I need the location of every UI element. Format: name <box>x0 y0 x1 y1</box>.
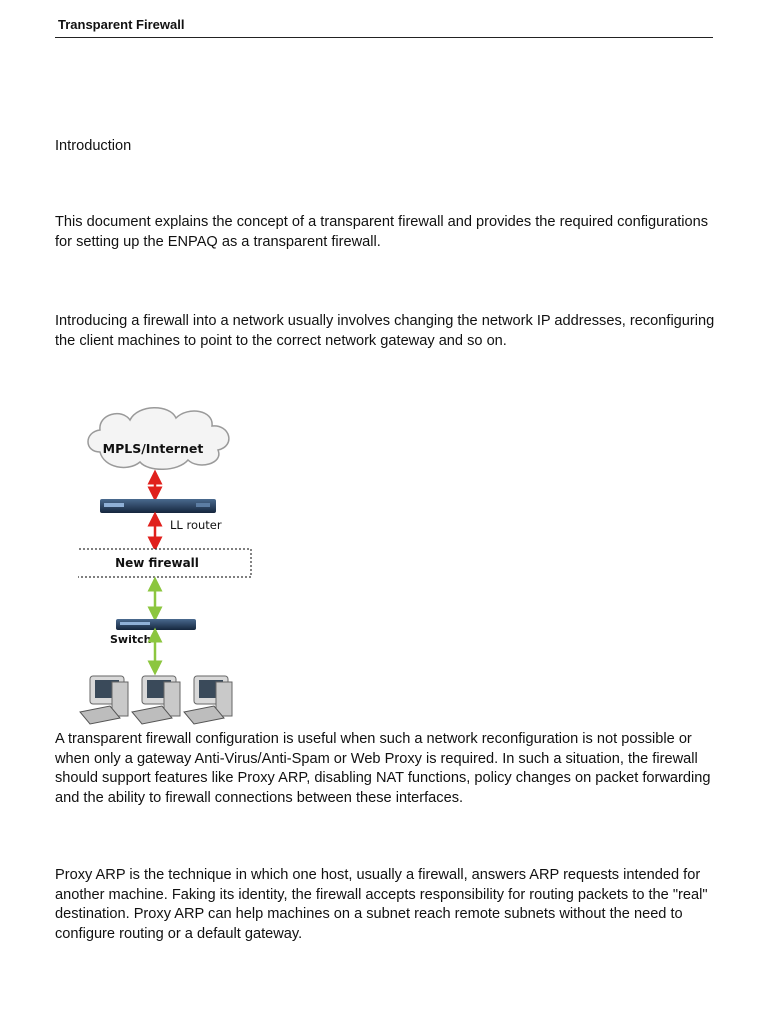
paragraph-4: Proxy ARP is the technique in which one host, usually a firewall, answers ARP requests intended for another machine. Faking its identity, the firewall accepts responsibility for routing packets to the "real" destination. Proxy ARP can help machines on a subnet reach remote subnets without the need to configure routing or a default gateway. <box>55 867 708 942</box>
router-label: LL router <box>170 518 222 532</box>
switch-icon <box>116 619 196 630</box>
paragraph-3: A transparent firewall configuration is useful when such a network reconfiguration is not possible or when only a gateway Anti-Virus/Anti-Spam or Web Proxy is required. In such a situation, the firewall should support features like Proxy ARP, disabling NAT functions, policy changes on packet forwarding and the ability to firewall connections between these interfaces. <box>55 731 711 806</box>
firewall-label: New firewall <box>115 556 199 570</box>
header-title: Transparent Firewall <box>58 17 185 32</box>
header-rule <box>55 37 713 38</box>
paragraph-1: This document explains the concept of a transparent firewall and provides the required configurations for setting up the ENPAQ as a transparent firewall. <box>55 214 709 250</box>
computer-icon <box>184 676 232 724</box>
intro-heading: Introduction <box>55 138 132 154</box>
cloud-icon <box>88 408 229 470</box>
router-icon <box>100 499 216 513</box>
computer-icon <box>132 676 180 724</box>
network-diagram <box>78 400 258 725</box>
computer-icon <box>80 676 128 724</box>
switch-label: Switch <box>110 633 152 646</box>
cloud-label: MPLS/Internet <box>102 441 204 456</box>
paragraph-2: Introducing a firewall into a network usually involves changing the network IP addresses, reconfiguring the client machines to point to the correct network gateway and so on. <box>55 313 715 349</box>
firewall-box <box>78 549 251 577</box>
